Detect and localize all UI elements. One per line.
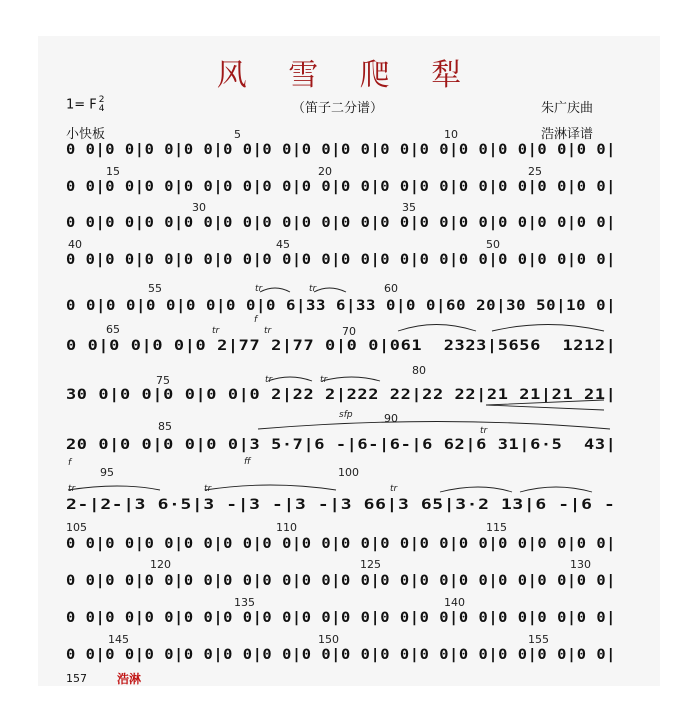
notation-text: 30 0|0 0|0 0|0 0|0 2|22 2|222 22|22 22|21 21|21 21| bbox=[66, 387, 617, 403]
trill-mark: tr bbox=[320, 375, 328, 385]
slur-line bbox=[205, 485, 336, 490]
measure-number: 80 bbox=[412, 364, 426, 377]
dynamic-mark: ff bbox=[244, 457, 251, 467]
measure-number: 45 bbox=[276, 238, 290, 251]
crescendo-hairpin bbox=[486, 400, 604, 410]
dynamic-mark: f bbox=[68, 458, 72, 468]
tempo-marking: 小快板 bbox=[66, 127, 106, 142]
measure-number: 85 bbox=[158, 420, 172, 433]
measure-number: 95 bbox=[100, 466, 114, 479]
trill-mark: tr bbox=[480, 426, 488, 436]
score-title: 风 雪 爬 犁 bbox=[216, 58, 478, 93]
slur-line bbox=[398, 325, 476, 332]
notation-text: 0 0|0 0|0 0|0 0|0 0|0 0|0 0|0 0|0 0|0 0|0 0|0 0|0 0|0 0| bbox=[66, 610, 617, 626]
notation-text: 0 0|0 0|0 0|0 0|0 0|0 0|0 0|0 0|0 0|0 0|0 0|0 0|0 0|0 0| bbox=[66, 142, 617, 158]
measure-number: 105 bbox=[66, 521, 87, 534]
trill-mark: tr bbox=[255, 284, 263, 294]
notation-text: 0 0|0 0|0 0|0 0|0 0|0 6|33 6|33 0|0 0|60 20|30 50|10 0| bbox=[66, 298, 617, 314]
notation-text: 0 0|0 0|0 0|0 0|0 0|0 0|0 0|0 0|0 0|0 0|0 0|0 0|0 0|0 0| bbox=[66, 536, 617, 552]
measure-number: 55 bbox=[148, 282, 162, 295]
measure-number: 15 bbox=[106, 165, 120, 178]
slur-line bbox=[492, 325, 604, 332]
measure-number: 40 bbox=[68, 238, 82, 251]
measure-number: 145 bbox=[108, 633, 129, 646]
trill-mark: tr bbox=[265, 375, 273, 385]
notation-text: 0 0|0 0|0 0|0 2|77 2|77 0|0 0|061 2323|5656 1212| bbox=[66, 338, 617, 354]
trill-mark: tr bbox=[309, 284, 317, 294]
measure-number: 10 bbox=[444, 128, 458, 141]
measure-number: 50 bbox=[486, 238, 500, 251]
measure-number: 30 bbox=[192, 201, 206, 214]
dynamic-mark: f bbox=[254, 315, 258, 325]
measure-number: 35 bbox=[402, 201, 416, 214]
measure-number: 150 bbox=[318, 633, 339, 646]
measure-number: 20 bbox=[318, 165, 332, 178]
notation-text: 0 0|0 0|0 0|0 0|0 0|0 0|0 0|0 0|0 0|0 0|0 0|0 0|0 0|0 0| bbox=[66, 215, 617, 231]
trill-mark: tr bbox=[264, 326, 272, 336]
slur-line bbox=[440, 487, 512, 492]
dynamic-mark: sfp bbox=[339, 410, 353, 420]
notation-text: 0 0|0 0|0 0|0 0|0 0|0 0|0 0|0 0|0 0|0 0|0 0|0 0|0 0|0 0| bbox=[66, 252, 617, 268]
time-denominator: 4 bbox=[98, 104, 105, 114]
arranger-signature: 浩淋 bbox=[117, 672, 142, 686]
measure-number: 75 bbox=[156, 374, 170, 387]
measure-number: 130 bbox=[570, 558, 591, 571]
slur-line bbox=[520, 487, 592, 492]
measure-number: 65 bbox=[106, 323, 120, 336]
slur-line bbox=[68, 486, 160, 490]
slur-line bbox=[260, 288, 290, 292]
measure-number: 120 bbox=[150, 558, 171, 571]
measure-number: 115 bbox=[486, 521, 507, 534]
notation-text: 0 0|0 0|0 0|0 0|0 0|0 0|0 0|0 0|0 0|0 0|0 0|0 0|0 0|0 0| bbox=[66, 573, 617, 589]
time-numerator: 2 bbox=[98, 95, 105, 105]
notation-text: 0 0|0 0|0 0|0 0|0 0|0 0|0 0|0 0|0 0|0 0|0 0|0 0|0 0|0 0| bbox=[66, 647, 617, 663]
composer: 朱广庆曲 bbox=[541, 101, 594, 116]
slur-line bbox=[258, 422, 610, 430]
measure-number: 60 bbox=[384, 282, 398, 295]
notation-text: 2-|2-|3 6·5|3 -|3 -|3 -|3 66|3 65|3·2 13|6 -|6 - bbox=[66, 497, 616, 513]
notation-text: 20 0|0 0|0 0|0 0|3 5·7|6 -|6-|6-|6 62|6 31|6·5 43| bbox=[66, 437, 617, 453]
trill-mark: tr bbox=[390, 484, 398, 494]
slur-line bbox=[268, 377, 312, 381]
trill-mark: tr bbox=[204, 484, 212, 494]
key-label: 1= F bbox=[66, 97, 97, 113]
measure-number: 155 bbox=[528, 633, 549, 646]
measure-number: 125 bbox=[360, 558, 381, 571]
measure-number: 5 bbox=[234, 128, 241, 141]
measure-number: 135 bbox=[234, 596, 255, 609]
measure-number: 90 bbox=[384, 412, 398, 425]
score-subtitle: （笛子二分谱） bbox=[292, 101, 384, 116]
measure-number: 157 bbox=[66, 672, 87, 685]
trill-mark: tr bbox=[212, 326, 220, 336]
slur-line bbox=[314, 288, 346, 292]
slur-line bbox=[322, 377, 380, 381]
measure-number: 70 bbox=[342, 325, 356, 338]
measure-number: 110 bbox=[276, 521, 297, 534]
arranger: 浩淋译谱 bbox=[541, 127, 594, 142]
measure-number: 100 bbox=[338, 466, 359, 479]
notation-text: 0 0|0 0|0 0|0 0|0 0|0 0|0 0|0 0|0 0|0 0|0 0|0 0|0 0|0 0| bbox=[66, 179, 617, 195]
measure-number: 25 bbox=[528, 165, 542, 178]
trill-mark: tr bbox=[68, 484, 76, 494]
measure-number: 140 bbox=[444, 596, 465, 609]
